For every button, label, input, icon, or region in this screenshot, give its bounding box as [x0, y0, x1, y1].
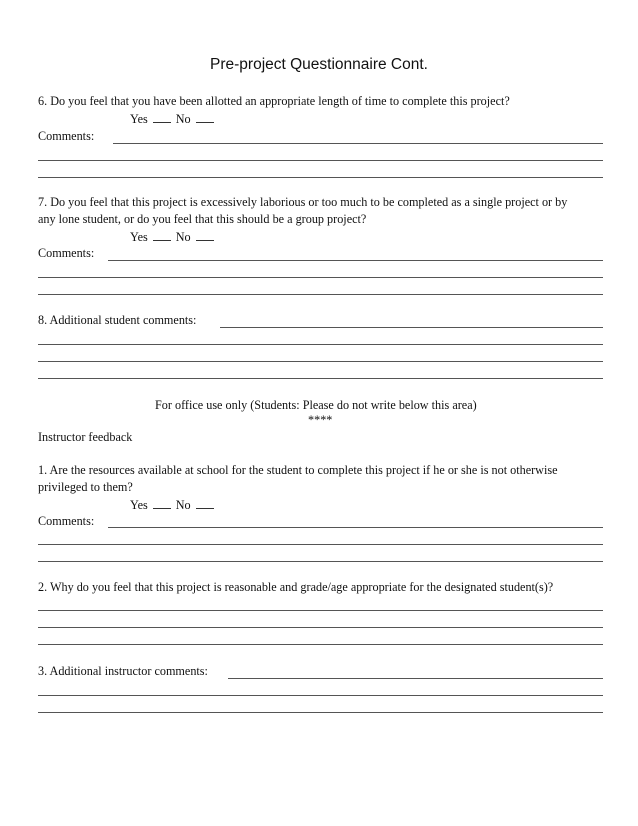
instructor-question-3-text: 3. Additional instructor comments: [38, 664, 208, 678]
instructor-feedback-heading: Instructor feedback [38, 430, 133, 444]
no-blank[interactable] [196, 497, 214, 509]
question-7-comment-line[interactable] [108, 260, 603, 261]
question-7-text-line-1: 7. Do you feel that this project is excessively laborious or too much to be completed as a single project or by [38, 195, 568, 209]
yes-label: Yes [130, 230, 148, 244]
question-7-comment-line[interactable] [38, 277, 603, 278]
instructor-question-1-line-1: 1. Are the resources available at school for the student to complete this project if he or she is not otherwise [38, 463, 558, 477]
question-8-comment-line[interactable] [38, 361, 603, 362]
instructor-question-2-text: 2. Why do you feel that this project is reasonable and grade/age appropriate for the designated student(s)? [38, 580, 554, 594]
no-label: No [175, 498, 191, 512]
instructor-question-3-comment-line[interactable] [228, 678, 603, 679]
question-8-text: 8. Additional student comments: [38, 313, 197, 327]
no-label: No [175, 112, 191, 126]
instructor-question-3-comment-line[interactable] [38, 712, 603, 713]
instructor-question-1-comments-label: Comments: [38, 514, 95, 528]
instructor-question-2-comment-line[interactable] [38, 610, 603, 611]
instructor-question-2-comment-line[interactable] [38, 644, 603, 645]
question-6-comments-label: Comments: [38, 129, 95, 143]
question-7-comment-line[interactable] [38, 294, 603, 295]
yes-blank[interactable] [153, 497, 171, 509]
office-use-stars: **** [308, 413, 333, 427]
page-title: Pre-project Questionnaire Cont. [210, 56, 428, 73]
instructor-question-1-comment-line[interactable] [38, 544, 603, 545]
question-8-comment-line[interactable] [38, 344, 603, 345]
question-6-comment-line[interactable] [38, 160, 603, 161]
question-6-comment-line[interactable] [38, 177, 603, 178]
instructor-question-1-comment-line[interactable] [108, 527, 603, 528]
question-6-yes-no [130, 111, 219, 127]
question-6-comment-line[interactable] [113, 143, 603, 144]
no-label: No [175, 230, 191, 244]
instructor-question-2-comment-line[interactable] [38, 627, 603, 628]
question-6-text: 6. Do you feel that you have been allotted an appropriate length of time to complete this project? [38, 94, 510, 108]
office-use-notice: For office use only (Students: Please do not write below this area) [155, 398, 477, 412]
yes-label: Yes [130, 112, 148, 126]
yes-label: Yes [130, 498, 148, 512]
no-blank[interactable] [196, 111, 214, 123]
instructor-question-1-yes-no [130, 497, 219, 513]
question-8-comment-line[interactable] [38, 378, 603, 379]
instructor-question-1-comment-line[interactable] [38, 561, 603, 562]
yes-blank[interactable] [153, 111, 171, 123]
no-blank[interactable] [196, 229, 214, 241]
instructor-question-1-line-2: privileged to them? [38, 480, 133, 494]
yes-blank[interactable] [153, 229, 171, 241]
question-8-comment-line[interactable] [220, 327, 603, 328]
question-7-yes-no [130, 229, 219, 245]
question-7-comments-label: Comments: [38, 246, 95, 260]
question-7-text-line-2: any lone student, or do you feel that this should be a group project? [38, 212, 367, 226]
instructor-question-3-comment-line[interactable] [38, 695, 603, 696]
